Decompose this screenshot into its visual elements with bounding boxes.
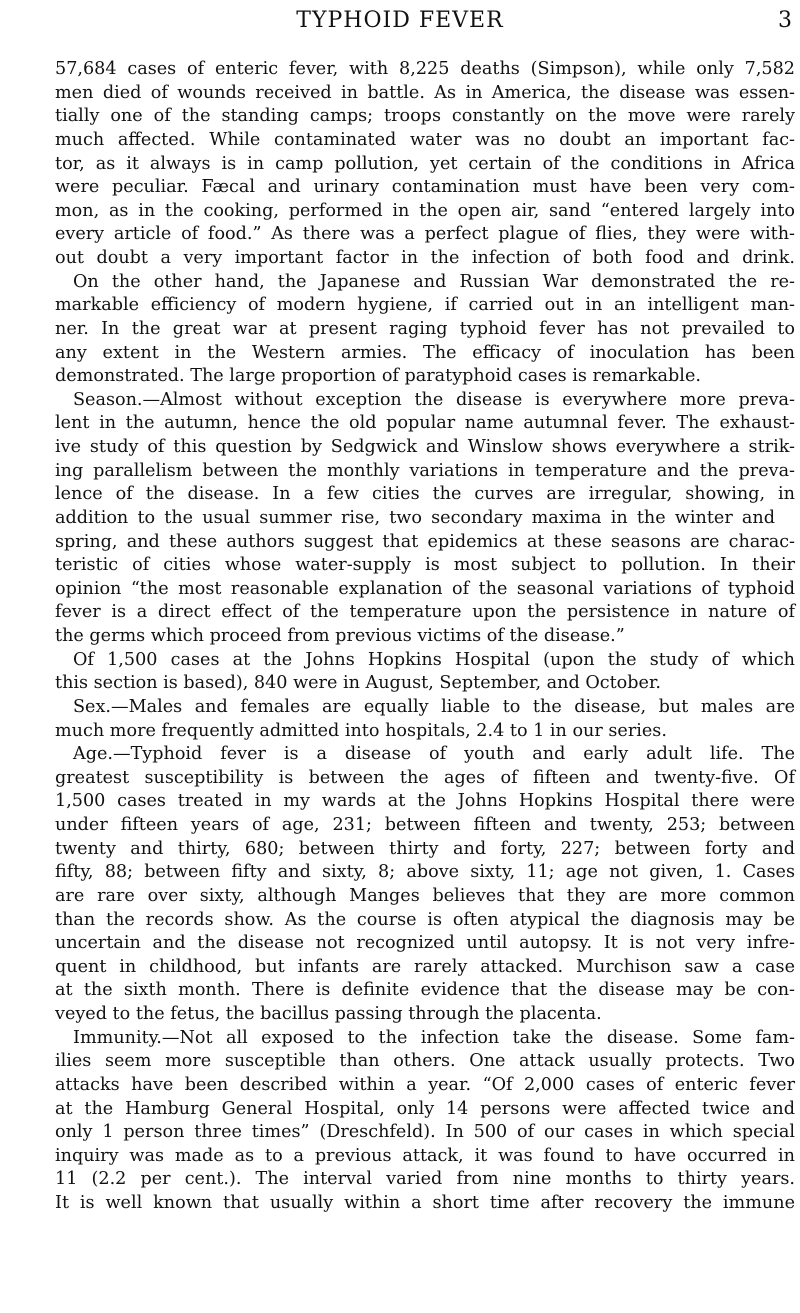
text-line: are rare over sixty, although Manges believes that they are more common [55,885,795,906]
text-line: ner. In the great war at present raging typhoid fever has not prevailed to [55,318,795,339]
text-line: the germs which proceed from previous victims of the disease.” [55,626,625,646]
text-line: every article of food.” As there was a perfect plague of flies, they were with- [55,224,795,245]
text-line: veyed to the fetus, the bacillus passing through the placenta. [55,1004,602,1024]
text-line: inquiry was made as to a previous attack, it was found to have occurred in [55,1145,795,1166]
text-line: any extent in the Western armies. The efficacy of inoculation has been [55,342,795,363]
body-text [55,58,795,1216]
text-line: ing parallelism between the monthly variations in temperature and the preva- [55,460,795,481]
page-number: 3 [778,8,792,33]
text-line: this section is based), 840 were in August, September, and October. [55,673,662,694]
text-line: ilies seem more susceptible than others. One attack usually protects. Two [55,1051,795,1072]
text-line: 11 (2.2 per cent.). The interval varied from nine months to thirty years. [55,1169,795,1190]
text-line: men died of wounds received in battle. As in America, the disease was essen- [55,82,795,103]
text-line: fifty, 88; between fifty and sixty, 8; above sixty, 11; age not given, 1. Cases [55,862,795,883]
text-line: opinion “the most reasonable explanation of the seasonal variations of typhoid [55,578,795,599]
text-line: much more frequently admitted into hospitals, 2.4 to 1 in our series. [55,720,667,741]
text-line: than the records show. As the course is often atypical the diagnosis may be [55,909,795,930]
running-head [0,8,800,38]
text-line: teristic of cities whose water-supply is most subject to pollution. In their [55,555,795,576]
text-line: attacks have been described within a year. “Of 2,000 cases of enteric fever [55,1074,795,1095]
text-line: Of 1,500 cases at the Johns Hopkins Hospital (upon the study of which [73,649,795,670]
text-line: Age.—Typhoid fever is a disease of youth and early adult life. The [73,744,795,765]
text-line: out doubt a very important factor in the infection of both food and drink. [55,248,795,268]
text-line: quent in childhood, but infants are rarely attacked. Murchison saw a case [55,956,795,977]
text-line: fever is a direct effect of the temperature upon the persistence in nature of [55,602,795,623]
text-line: twenty and thirty, 680; between thirty and forty, 227; between forty and [55,838,795,859]
text-line: ive study of this question by Sedgwick and Winslow shows everywhere a strik- [55,437,795,457]
text-line: much affected. While contaminated water was no doubt an important fac- [55,129,795,150]
text-line: were peculiar. Fæcal and urinary contamination must have been very com- [55,177,795,198]
text-line: On the other hand, the Japanese and Russian War demonstrated the re- [73,271,795,292]
running-title: TYPHOID FEVER [296,8,504,33]
text-line: Sex.—Males and females are equally liable to the disease, but males are [73,696,795,717]
text-line: spring, and these authors suggest that epidemics at these seasons are charac- [55,531,795,552]
text-line: markable efficiency of modern hygiene, if carried out in an intelligent man- [55,295,795,316]
text-line: uncertain and the disease not recognized until autopsy. It is not very infre- [55,933,795,954]
text-line: lent in the autumn, hence the old popular name autumnal fever. The exhaust- [55,413,795,434]
text-line: mon, as in the cooking, performed in the open air, sand “entered largely into [55,200,795,221]
text-line: addition to the usual summer rise, two secondary maxima in the winter and [55,507,775,528]
text-line: 1,500 cases treated in my wards at the Johns Hopkins Hospital there were [55,791,795,812]
text-line: at the Hamburg General Hospital, only 14 persons were affected twice and [55,1098,795,1119]
text-line: only 1 person three times” (Dreschfeld). In 500 of our cases in which special [55,1122,795,1143]
text-line: tor, as it always is in camp pollution, yet certain of the conditions in Africa [55,153,795,174]
text-line: lence of the disease. In a few cities the curves are irregular, showing, in [55,484,795,505]
text-line: greatest susceptibility is between the ages of fifteen and twenty-five. Of [55,767,795,788]
text-line: demonstrated. The large proportion of paratyphoid cases is remarkable. [55,366,701,387]
text-line: at the sixth month. There is definite evidence that the disease may be con- [55,980,795,1001]
text-line: Immunity.—Not all exposed to the infection take the disease. Some fam- [73,1027,795,1048]
text-line: It is well known that usually within a short time after recovery the immune [55,1193,795,1213]
text-line: Season.—Almost without exception the disease is everywhere more preva- [73,389,795,410]
text-line: 57,684 cases of enteric fever, with 8,225 deaths (Simpson), while only 7,582 [55,59,795,79]
text-line: under fifteen years of age, 231; between fifteen and twenty, 253; between [55,815,795,835]
text-line: tially one of the standing camps; troops constantly on the move were rarely [55,106,795,127]
